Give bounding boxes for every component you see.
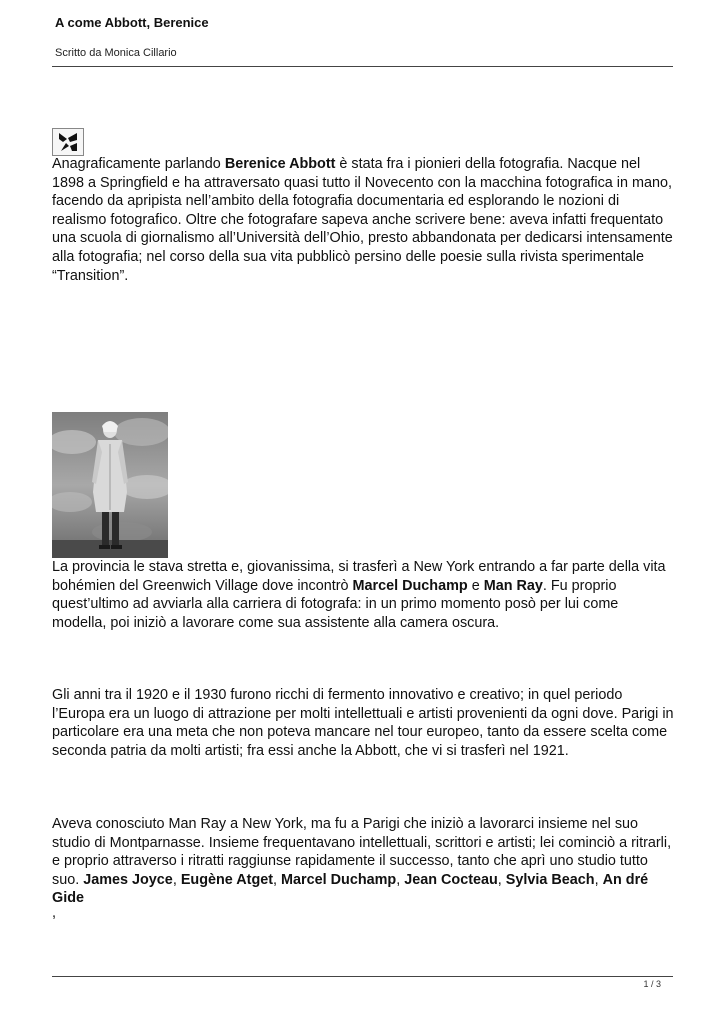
- header-divider: [52, 66, 673, 67]
- footer-divider: [52, 976, 673, 977]
- text-run: . Fu proprio quest’ultimo ad avviarla alla carriera di fotografa: in un primo momento posò per lui come modella, poi iniziò a lavorare come sua assistente alla camera oscura.: [52, 577, 619, 631]
- text-run: ,: [497, 871, 506, 888]
- bold-name: James Joyce: [83, 871, 173, 888]
- paragraph-paris-years: [52, 686, 674, 760]
- bold-name: An dré Gide: [52, 871, 649, 907]
- text-run: ,: [273, 871, 282, 888]
- broken-image-icon: [52, 128, 84, 156]
- text-run: ,: [396, 871, 405, 888]
- text-run: ,: [594, 871, 603, 888]
- bold-name: Marcel Duchamp: [352, 577, 468, 594]
- bold-name: Berenice Abbott: [224, 156, 336, 172]
- page-number: 1 / 3: [643, 979, 661, 989]
- document-title: A come Abbott, Berenice: [55, 15, 209, 30]
- text-run: e: [467, 577, 484, 594]
- paragraph-montparnasse: [52, 815, 674, 908]
- bold-name: Marcel Duchamp: [281, 871, 397, 888]
- paragraph-intro: [52, 155, 674, 285]
- bold-name: Jean Cocteau: [404, 871, 498, 888]
- text-run: Gli anni tra il 1920 e il 1930 furono ricchi di fermento innovativo e creativo; in quel periodo l’Europa era un luogo di attrazione per molti intellettuali e artisti provenienti da ogni dove. Parigi in particolare era una meta che non poteva mancare nel tour europeo, tanto da essere scelta come seconda patria da molti artisti; fra essi anche la Abbott, che vi si trasferì nel 1921.: [52, 687, 674, 759]
- trailing-comma: ,: [52, 905, 56, 921]
- text-run: ,: [172, 871, 181, 888]
- portrait-photo: [52, 412, 168, 558]
- text-run: La provincia le stava stretta e, giovanissima, si trasferì a New York entrando a far parte della vita bohémien del Greenwich Village dove incontrò: [52, 559, 666, 594]
- text-run: Aveva conosciuto Man Ray a New York, ma fu a Parigi che iniziò a lavorarci insieme nel suo studio di Montparnasse. Insieme frequentavano intellettuali, scrittori e artisti; lei cominciò a ritrarli, e proprio attraverso i ritratti raggiunse rapidamente il successo, tanto che aprì uno studio tutto suo.: [52, 816, 672, 888]
- paragraph-new-york: [52, 558, 674, 632]
- bold-name: Sylvia Beach: [505, 871, 595, 888]
- bold-name: Man Ray: [483, 577, 543, 594]
- bold-name: Eugène Atget: [180, 871, 274, 888]
- author-byline: Scritto da Monica Cillario: [55, 47, 177, 59]
- text-run: Anagraficamente parlando: [52, 156, 225, 172]
- text-run: è stata fra i pionieri della fotografia. Nacque nel 1898 a Springfield e ha attraversato quasi tutto il Novecento con la macchina fotografica in mano, facendo da apripista nell’ambito della fotografia documentaria ed esplorando le nozioni di realismo fotografico. Oltre che fotografare sapeva anche scrivere bene: aveva infatti frequentato una scuola di giornalismo all’Università dell’Ohio, presto abbandonata per dedicarsi intensamente alla fotografia; nel corso della sua vita pubblicò persino delle poesie sulla rivista sperimentale “Transition”.: [52, 156, 673, 284]
